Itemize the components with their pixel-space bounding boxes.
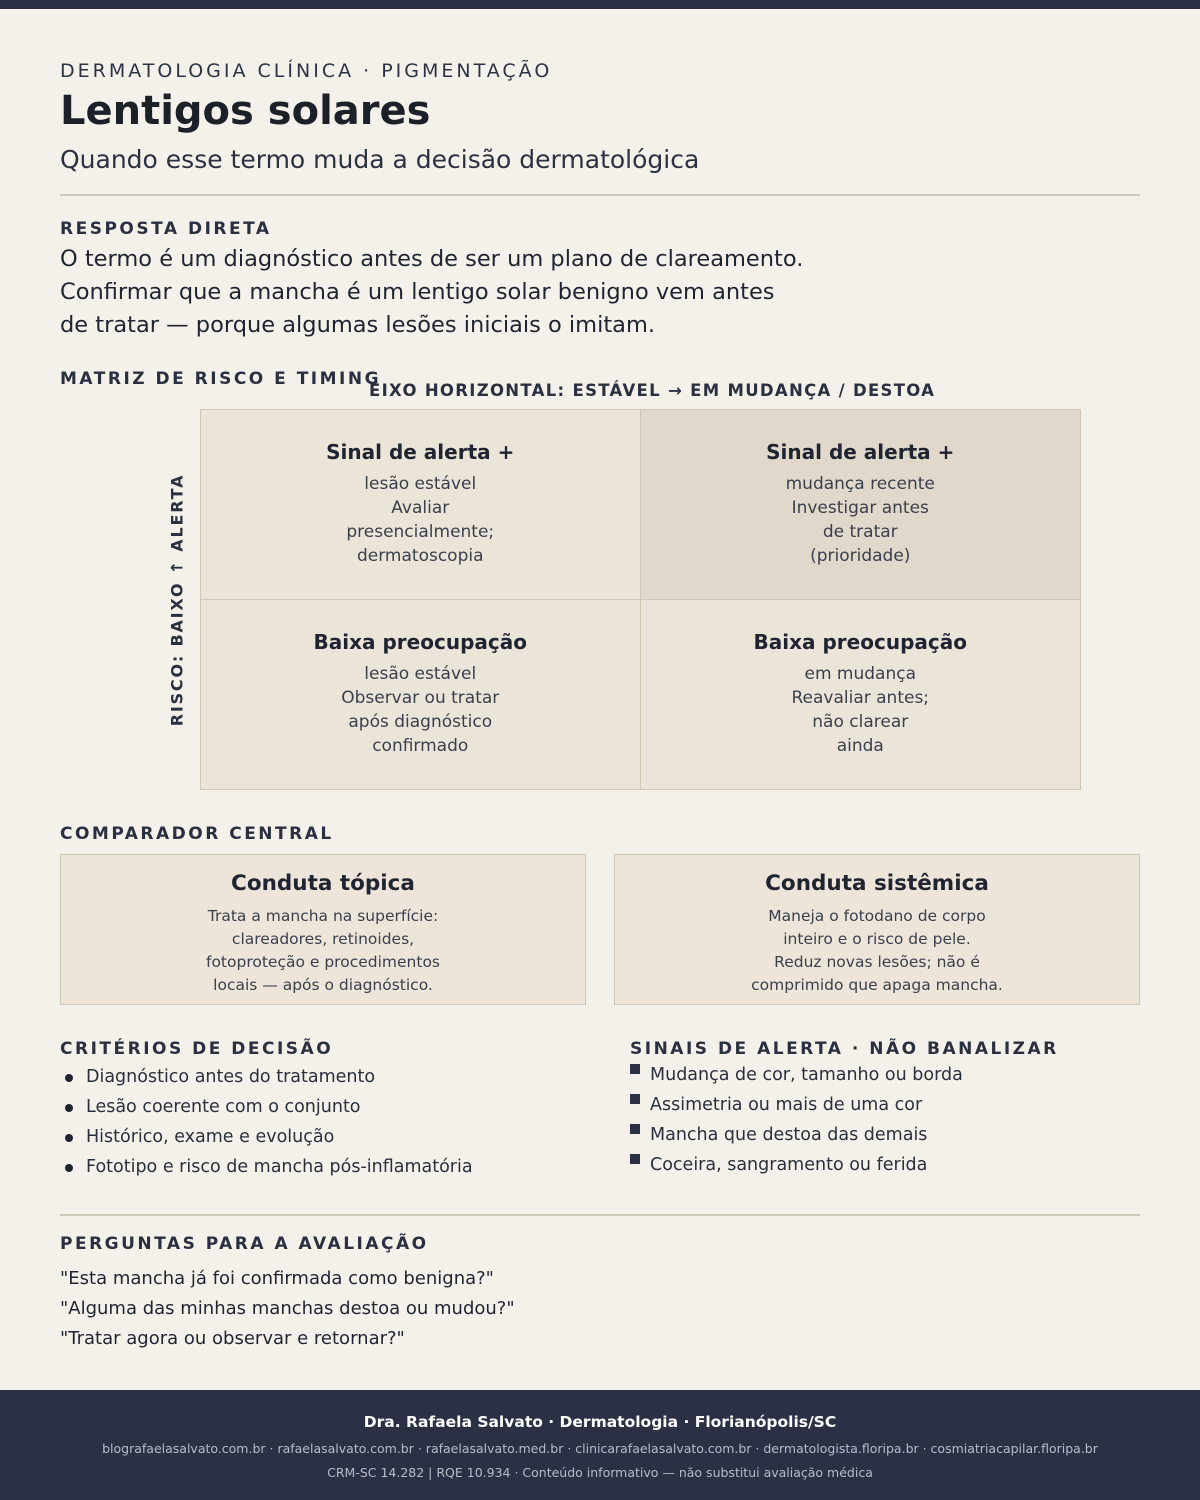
card-line: clareadores, retinoides, (231, 930, 415, 948)
cell-line: lesão estável (364, 474, 477, 495)
answer-line: de tratar — porque algumas lesões iniciais o imitam. (60, 312, 656, 338)
matrix-cell-low-changing (641, 600, 1081, 790)
cell-title: Baixa preocupação (313, 630, 527, 655)
questions-label: PERGUNTAS PARA A AVALIAÇÃO (60, 1234, 429, 1254)
cell-line: após diagnóstico (348, 712, 493, 733)
criteria-label: CRITÉRIOS DE DECISÃO (60, 1039, 334, 1059)
page-title: Lentigos solares (60, 88, 431, 134)
top-accent-bar (0, 0, 1200, 9)
header-divider (60, 194, 1140, 196)
matrix-cell-alert-changing (641, 410, 1081, 600)
questions-divider (60, 1214, 1140, 1216)
answer-label: RESPOSTA DIRETA (60, 219, 272, 239)
cell-line: lesão estável (364, 664, 477, 685)
cell-title: Sinal de alerta + (326, 440, 515, 465)
risk-timing-matrix (200, 409, 1081, 790)
matrix-label: MATRIZ DE RISCO E TIMING (60, 369, 382, 389)
square-bullet-icon (630, 1064, 640, 1074)
card-title: Conduta sistêmica (765, 871, 989, 896)
cell-line: ainda (836, 736, 884, 757)
cell-line: Avaliar (391, 498, 450, 519)
systemic-conduct-card (614, 854, 1140, 1005)
list-item (60, 1152, 473, 1182)
answer-line: Confirmar que a mancha é um lentigo solar benigno vem antes (60, 279, 775, 305)
question-item: "Alguma das minhas manchas destoa ou mudou?" (60, 1298, 515, 1319)
answer-line: O termo é um diagnóstico antes de ser um plano de clareamento. (60, 246, 804, 272)
item-text: Coceira, sangramento ou ferida (650, 1155, 928, 1175)
cell-line: Observar ou tratar (341, 688, 500, 709)
card-line: comprimido que apaga mancha. (751, 976, 1003, 994)
square-bullet-icon (630, 1124, 640, 1134)
category-kicker: DERMATOLOGIA CLÍNICA · PIGMENTAÇÃO (60, 60, 553, 82)
direct-answer (60, 243, 860, 342)
comparator-label: COMPARADOR CENTRAL (60, 824, 334, 844)
cell-title: Baixa preocupação (753, 630, 967, 655)
bullet-icon (65, 1074, 73, 1082)
cell-line: Reavaliar antes; (791, 688, 930, 709)
question-item: "Tratar agora ou observar e retornar?" (60, 1328, 405, 1349)
card-line: Maneja o fotodano de corpo (768, 907, 986, 925)
bullet-icon (65, 1104, 73, 1112)
questions-list (60, 1264, 515, 1354)
alert-signs-list (630, 1060, 963, 1180)
list-item (60, 1122, 473, 1152)
cell-line: presencialmente; (346, 522, 495, 543)
card-line: Trata a mancha na superfície: (207, 907, 439, 925)
footer-author: Dra. Rafaela Salvato · Dermatologia · Florianópolis/SC (363, 1413, 837, 1431)
matrix-x-axis-label: EIXO HORIZONTAL: ESTÁVEL → EM MUDANÇA / DESTOA (369, 381, 936, 400)
card-title: Conduta tópica (231, 871, 415, 896)
list-item (630, 1090, 963, 1120)
cell-line: (prioridade) (810, 546, 911, 567)
cell-line: confirmado (372, 736, 469, 757)
topical-conduct-card (60, 854, 586, 1005)
item-text: Mudança de cor, tamanho ou borda (650, 1065, 963, 1085)
item-text: Fototipo e risco de mancha pós-inflamatória (86, 1157, 473, 1177)
footer-sites: blografaelasalvato.com.br · rafaelasalvato.com.br · rafaelasalvato.med.br · clinicarafaelasalvato.com.br · dermatologista.floripa.br · cosmiatriacapilar.floripa.br (102, 1441, 1098, 1456)
square-bullet-icon (630, 1154, 640, 1164)
bullet-icon (65, 1134, 73, 1142)
bullet-icon (65, 1164, 73, 1172)
footer-legal: CRM-SC 14.282 | RQE 10.934 · Conteúdo informativo — não substitui avaliação médica (327, 1465, 873, 1480)
square-bullet-icon (630, 1094, 640, 1104)
cell-line: dermatoscopia (356, 546, 484, 567)
matrix-cell-low-stable (201, 600, 641, 790)
matrix-cell-alert-stable (201, 410, 641, 600)
cell-title: Sinal de alerta + (766, 440, 955, 465)
matrix-y-axis-label: RISCO: BAIXO ↑ ALERTA (167, 473, 187, 727)
footer (0, 1390, 1200, 1500)
list-item (60, 1092, 473, 1122)
cell-line: em mudança (804, 664, 916, 685)
alerts-label: SINAIS DE ALERTA · NÃO BANALIZAR (630, 1039, 1059, 1059)
cell-line: não clarear (812, 712, 909, 733)
cell-line: Investigar antes (791, 498, 929, 519)
cell-line: de tratar (822, 522, 898, 543)
card-line: inteiro e o risco de pele. (783, 930, 971, 948)
card-line: fotoproteção e procedimentos (205, 953, 440, 971)
card-line: locais — após o diagnóstico. (213, 976, 433, 994)
list-item (630, 1120, 963, 1150)
list-item (630, 1060, 963, 1090)
question-item: "Esta mancha já foi confirmada como benigna?" (60, 1268, 494, 1289)
item-text: Histórico, exame e evolução (86, 1127, 335, 1147)
item-text: Mancha que destoa das demais (650, 1125, 928, 1145)
item-text: Diagnóstico antes do tratamento (86, 1067, 376, 1087)
page-subtitle: Quando esse termo muda a decisão dermatológica (60, 145, 700, 174)
list-item (60, 1062, 473, 1092)
card-line: Reduz novas lesões; não é (774, 953, 980, 971)
cell-line: mudança recente (785, 474, 935, 495)
criteria-list (60, 1062, 473, 1182)
item-text: Lesão coerente com o conjunto (86, 1097, 361, 1117)
list-item (630, 1150, 963, 1180)
item-text: Assimetria ou mais de uma cor (650, 1095, 923, 1115)
